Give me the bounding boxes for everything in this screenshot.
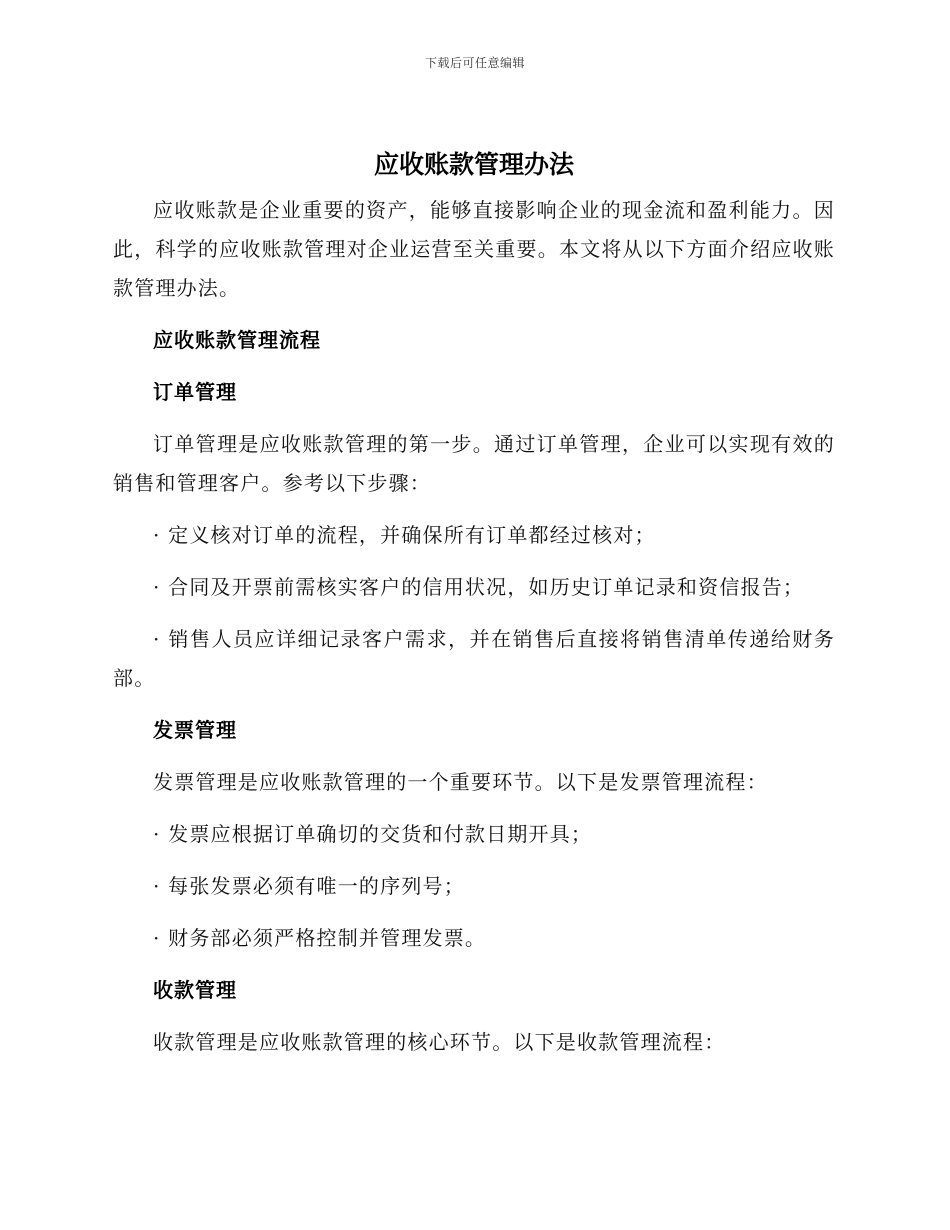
header-note: 下载后可任意编辑 xyxy=(424,56,525,70)
invoice-list-item: · 发票应根据订单确切的交货和付款日期开具； xyxy=(153,822,593,846)
section-heading-invoice: 发票管理 xyxy=(153,718,237,742)
order-list-item: · 销售人员应详细记录客户需求，并在销售后直接将销售清单传递给财务部。 xyxy=(113,627,835,690)
document-title: 应收账款管理办法 xyxy=(373,150,574,179)
collection-intro-paragraph: 收款管理是应收账款管理的核心环节。以下是收款管理流程： xyxy=(153,1030,726,1054)
invoice-list-item: · 每张发票必须有唯一的序列号； xyxy=(153,874,465,898)
section-heading-process: 应收账款管理流程 xyxy=(153,328,321,352)
order-intro-paragraph: 订单管理是应收账款管理的第一步。通过订单管理，企业可以实现有效的销售和管理客户。参考以下步骤： xyxy=(113,432,835,495)
section-heading-collection: 收款管理 xyxy=(153,978,237,1002)
section-heading-order: 订单管理 xyxy=(153,380,237,404)
invoice-list-item: · 财务部必须严格控制并管理发票。 xyxy=(153,926,487,950)
invoice-intro-paragraph: 发票管理是应收账款管理的一个重要环节。以下是发票管理流程： xyxy=(153,770,768,794)
document-body xyxy=(113,145,835,1075)
order-list-item: · 定义核对订单的流程，并确保所有订单都经过核对； xyxy=(153,523,656,547)
order-list-item: · 合同及开票前需核实客户的信用状况，如历史订单记录和资信报告； xyxy=(153,575,805,599)
intro-paragraph: 应收账款是企业重要的资产，能够直接影响企业的现金流和盈利能力。因此，科学的应收账款管理对企业运营至关重要。本文将从以下方面介绍应收账款管理办法。 xyxy=(113,198,835,300)
